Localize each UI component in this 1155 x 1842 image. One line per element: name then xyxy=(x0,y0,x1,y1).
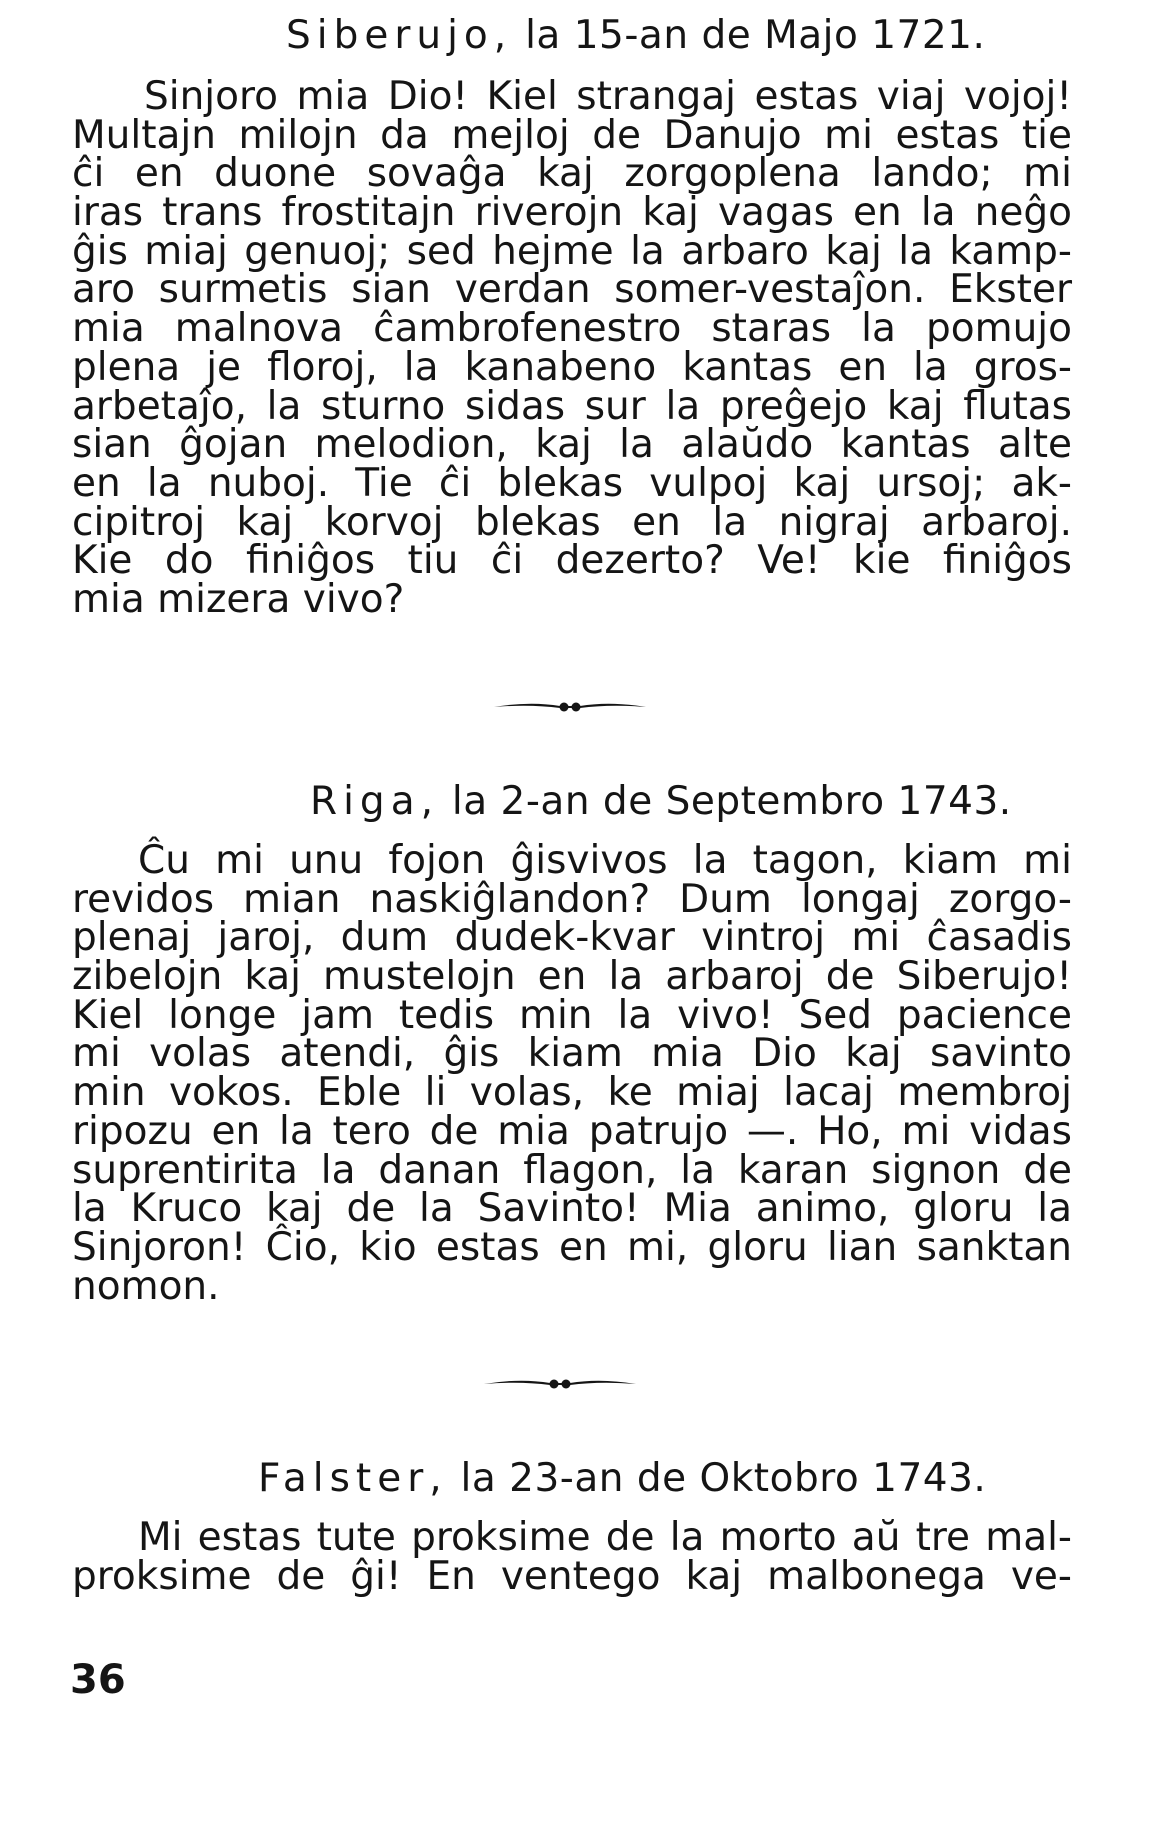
text-line: mi volas atendi, ĝis kiam mia Dio kaj savinto xyxy=(72,1031,1072,1077)
entry-date: la 15-an de Majo 1721. xyxy=(525,13,986,58)
section-divider-ornament xyxy=(490,698,650,714)
section-divider-ornament xyxy=(480,1375,640,1391)
page-number: 36 xyxy=(70,1657,126,1703)
text-line: Sinjoro mia Dio! Kiel strangaj estas viaj vojoj! xyxy=(144,74,1072,119)
text-line: plenaj jaroj, dum dudek-kvar vintroj mi ĉasadis xyxy=(72,915,1072,961)
text-line: Sinjoron! Ĉio, kio estas en mi, gloru lian sanktan xyxy=(72,1224,1072,1270)
text-line: ripozu en la tero de mia patrujo —. Ho, mi vidas xyxy=(72,1108,1072,1154)
entry-place: Falster, xyxy=(258,1456,448,1501)
text-line: ĝis miaj genuoj; sed hejme la arbaro kaj la kamp- xyxy=(72,228,1072,274)
text-line: aro surmetis sian verdan somer-vestaĵon. Ekster xyxy=(72,267,1072,313)
entry-date: la 23-an de Oktobro 1743. xyxy=(460,1456,987,1501)
text-line: nomon. xyxy=(72,1263,220,1309)
text-line: la Kruco kaj de la Savinto! Mia animo, gloru la xyxy=(72,1186,1072,1232)
text-line: Mi estas tute proksime de la morto aŭ tre mal- xyxy=(138,1515,1072,1560)
text-line: mia mizera vivo? xyxy=(72,576,405,622)
text-line: sian ĝojan melodion, kaj la alaŭdo kantas alte xyxy=(72,422,1072,468)
entry-heading-falster xyxy=(258,1455,986,1503)
text-line: Kiel longe jam tedis min la vivo! Sed pacience xyxy=(72,992,1072,1038)
text-line: cipitroj kaj korvoj blekas en la nigraj arbaroj. xyxy=(72,499,1072,545)
text-line: plena je floroj, la kanabeno kantas en la gros- xyxy=(72,344,1072,390)
text-line: Multajn milojn da mejloj de Danujo mi estas tie xyxy=(72,112,1072,158)
entry-date: la 2-an de Septembro 1743. xyxy=(451,779,1012,824)
text-line: Ĉu mi unu fojon ĝisvivos la tagon, kiam mi xyxy=(138,838,1072,883)
text-line: suprentirita la danan flagon, la karan signon de xyxy=(72,1147,1072,1193)
entry-heading-siberujo xyxy=(286,12,985,60)
entry-text-riga xyxy=(72,838,1072,1309)
text-line: ĉi en duone sovaĝa kaj zorgoplena lando; mi xyxy=(72,151,1072,197)
text-line: iras trans frostitajn riverojn kaj vagas en la neĝo xyxy=(72,190,1072,236)
text-line: zibelojn kaj mustelojn en la arbaroj de Siberujo! xyxy=(72,954,1072,1000)
text-line: min vokos. Eble li volas, ke miaj lacaj membroj xyxy=(72,1070,1072,1116)
entry-place: Riga, xyxy=(310,779,439,824)
text-line: arbetaĵo, la sturno sidas sur la preĝejo kaj flutas xyxy=(72,383,1072,429)
entry-place: Siberujo, xyxy=(286,13,513,58)
text-line: mia malnova ĉambrofenestro staras la pomujo xyxy=(72,306,1072,352)
text-line: Kie do finiĝos tiu ĉi dezerto? Ve! kie finiĝos xyxy=(72,538,1072,584)
entry-text-falster xyxy=(72,1515,1072,1599)
text-line: revidos mian naskiĝlandon? Dum longaj zorgo- xyxy=(72,876,1072,922)
text-line: proksime de ĝi! En ventego kaj malbonega ve- xyxy=(72,1553,1072,1599)
entry-heading-riga xyxy=(310,778,1012,826)
text-line: en la nuboj. Tie ĉi blekas vulpoj kaj ursoj; ak- xyxy=(72,460,1072,506)
entry-text-siberujo xyxy=(72,74,1072,622)
